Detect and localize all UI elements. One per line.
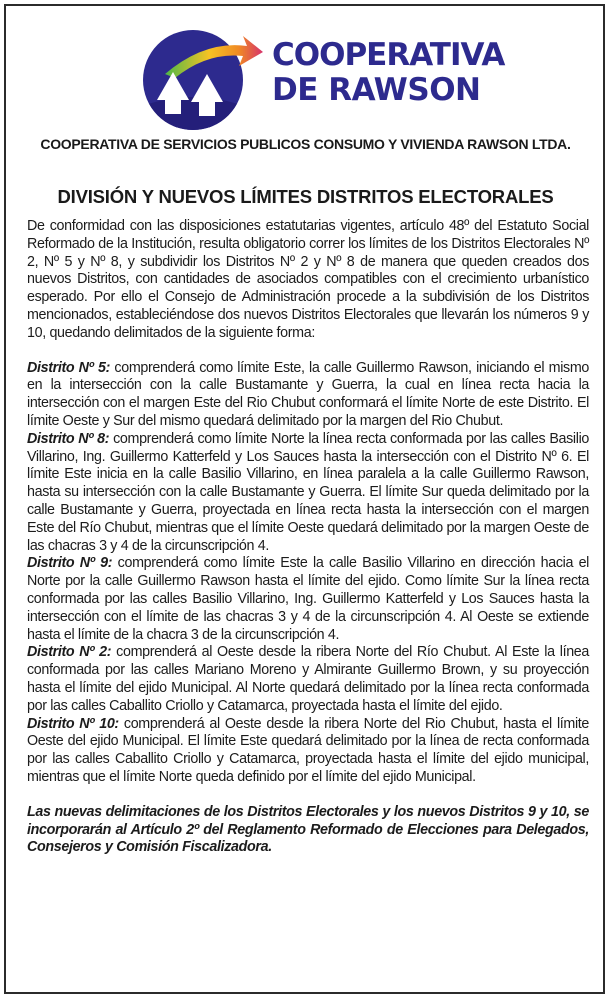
- district-5-paragraph: [27, 360, 589, 431]
- paragraph-gap: [27, 343, 589, 360]
- district-5-label: Distrito Nº 5:: [27, 359, 110, 376]
- brand-line-1: COOPERATIVA: [272, 37, 505, 73]
- district-9-label: Distrito Nº 9:: [27, 555, 113, 572]
- district-9-paragraph: [27, 555, 589, 644]
- district-2-label: Distrito Nº 2:: [27, 644, 112, 661]
- cooperativa-logo-icon: [135, 22, 265, 132]
- page-title: DIVISIÓN Y NUEVOS LÍMITES DISTRITOS ELECTORALES: [57, 186, 554, 207]
- closing-paragraph: Las nuevas delimitaciones de los Distritos Electorales y los nuevos Distritos 9 y 10, se incorporarán al Artículo 2º del Reglamento Reformado de Elecciones para Delegados, Consejeros y Comisión Fiscalizadora.: [27, 803, 589, 856]
- district-2-text: comprenderá al Oeste desde la ribera Norte del Río Chubut. Al Este la línea conformada por las calles Mariano Moreno y Almirante Guillermo Brown, y su proyección hasta el límite del ejido Municipal. Al Norte quedará delimitado por la línea recta conformada por las calles Caballito Criollo y Catamarca, proyectada hasta el límite del ejido.: [27, 644, 589, 714]
- district-10-text: comprenderá al Oeste desde la ribera Norte del Rio Chubut, hasta el límite Oeste del ejido Municipal. El límite Este quedará delimitado por la línea de recta conformada por las calles Caballito Criollo y Catamarca, proyectada hasta el límite del ejido municipal, mientras que el límite Norte queda definido por el límite del ejido Municipal.: [27, 715, 589, 785]
- organization-name: COOPERATIVA DE SERVICIOS PUBLICOS CONSUMO Y VIVIENDA RAWSON LTDA.: [40, 136, 571, 152]
- district-10-label: Distrito Nº 10:: [27, 715, 119, 732]
- district-9-text: comprenderá como límite Este la calle Basilio Villarino en dirección hacia el Norte por la calle Guillermo Rawson hasta el límite del ejido. Como límite Sur la línea recta conformada por las calles Basilio Villarino, Ing. Guillermo Katterfeld y Los Sauces hasta la intersección con el límite de las chacras 3 y 4 de la circunscripción 4. Al Oeste se extiende hasta el límite de la chacra 3 de la circunscripción 4.: [27, 555, 590, 643]
- brand-line-2: DE RAWSON: [272, 72, 481, 108]
- intro-paragraph: De conformidad con las disposiciones estatutarias vigentes, artículo 48º del Estatuto Social Reformado de la Institución, resulta obligatorio correr los límites de los Distritos Electorales Nº 2, Nº 5 y Nº 8, y subdividir los Distritos Nº 2 y Nº 8 de manera que queden creados dos nuevos Distritos, con cantidades de asociados compatibles con el crecimiento urbanístico esperado. Por ello el Consejo de Administración procede a la subdivisión de los Distritos mencionados, estableciéndose dos nuevos Distritos Electorales que llevarán los números 9 y 10, quedando delimitados de la siguiente forma:: [27, 218, 589, 341]
- district-8-label: Distrito Nº 8:: [27, 430, 110, 447]
- district-8-paragraph: [27, 431, 589, 556]
- district-2-paragraph: [27, 644, 589, 715]
- brand-wordmark: [272, 37, 505, 108]
- district-5-text: comprenderá como límite Este, la calle Guillermo Rawson, iniciando el mismo en la intersección con la calle Bustamante y Guerra, la cual en línea recta hacia la intersección con el margen Este del Rio Chubut conformará el límite Norte de este Distrito. El límite Oeste y Sur del mismo quedará delimitado por la margen del Rio Chubut.: [27, 359, 590, 429]
- district-8-text: comprenderá como límite Norte la línea recta conformada por las calles Basilio Villarino, Ing. Guillermo Katterfeld y Los Sauces hasta la intersección con el Distrito Nº 6. El límite Este inicia en la calle Basilio Villarino, en línea paralela a la calle Guillermo Rawson, hasta su intersección con la calle Bustamante y Guerra. El límite Sur queda delimitado por la calle Bustamante y Guerra, proyectada en línea recta hasta la intersección con el margen Este del Río Chubut, mientras que el límite Oeste quedará delimitado por la margen Oeste de las chacras 3 y 4 de la circunscripción 4.: [27, 430, 590, 554]
- header: [0, 10, 611, 130]
- notice-body: [27, 218, 589, 857]
- district-10-paragraph: [27, 716, 589, 787]
